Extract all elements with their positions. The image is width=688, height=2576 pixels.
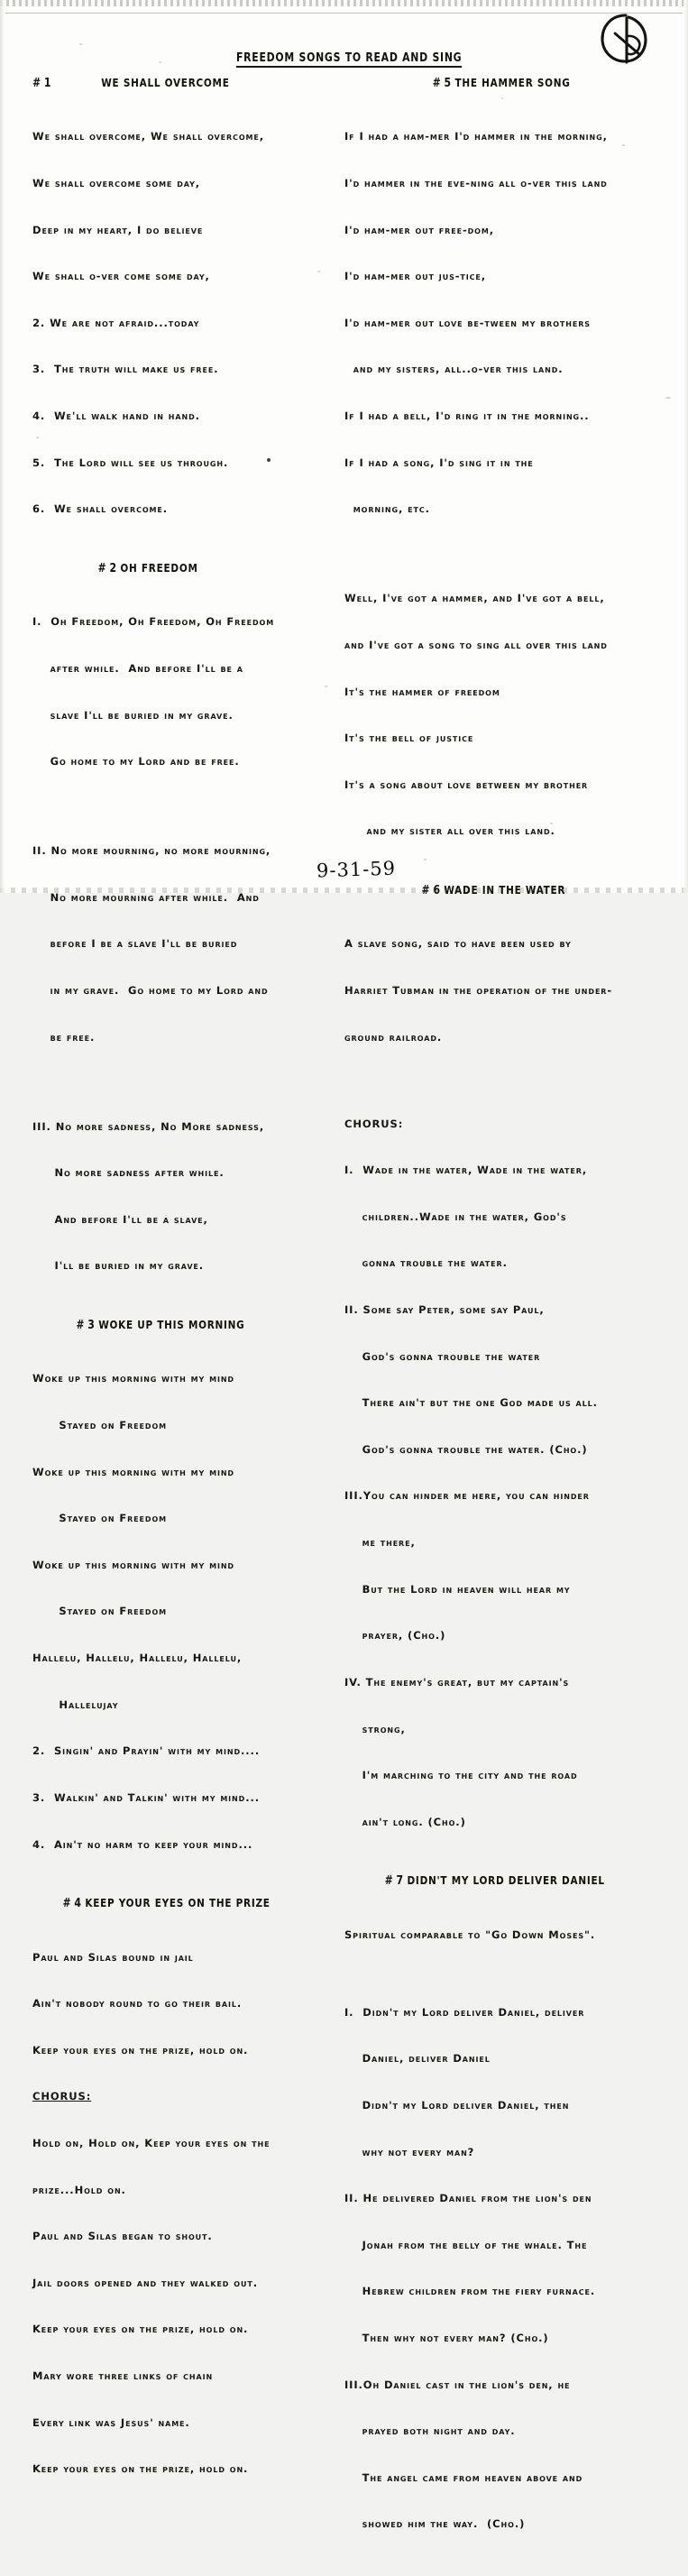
note-line: A slave song, said to have been used by [344,937,572,951]
scan-speck [424,859,427,860]
right-column [344,76,669,2576]
lyric-line: And before I'll be a slave, [32,1212,208,1226]
scan-speck [267,458,271,462]
lyric-line: I. Oh Freedom, Oh Freedom, Oh Freedom [32,615,275,629]
lyric-line: Stayed on Freedom [32,1512,168,1525]
lyric-line: I'd ham-mer out love be-tween my brothers [344,316,591,329]
lyric-line: If I had a song, I'd sing it in the [344,455,534,469]
handwritten-date: 9-31-59 [316,857,397,882]
scan-speck [159,61,161,63]
lyric-line: Then why not every man? (Cho.) [344,2332,549,2345]
song-oh-freedom [32,561,330,1305]
lyric-spacer [344,548,669,560]
lyric-line: children..Wade in the water, God's [344,1210,567,1223]
song-woke-up-this-morning [32,1318,330,1883]
song-lyrics-1 [32,98,330,548]
lyric-line: Jail doors opened and they walked out. [32,2276,258,2289]
song-title-1: WE SHALL OVERCOME [101,76,230,89]
song-lyrics-7 [344,1973,669,2563]
lyric-line: ain't long. (Cho.) [344,1815,466,1828]
lyric-line: before I be a slave I'll be buried [32,937,238,951]
lyric-line: prize...Hold on. [32,2183,126,2196]
lyric-line: 5. The Lord will see us through. [32,455,229,469]
song-title-3: WOKE UP THIS MORNING [98,1318,245,1332]
song-title-4: KEEP YOUR EYES ON THE PRIZE [85,1896,271,1910]
song-number-2: # 2 [97,561,117,575]
lyric-line: Stayed on Freedom [32,1419,168,1432]
song-heading-5 [344,76,647,90]
song-didnt-my-lord-deliver-daniel [344,1873,669,2563]
song-title-2: OH FREEDOM [120,560,198,575]
lyric-line: Woke up this morning with my mind [32,1558,234,1571]
scan-speck [501,97,503,99]
song-heading-4 [32,1896,309,1910]
lyric-line: Well, I've got a hammer, and I've got a bell, [344,592,605,605]
song-number-5: # 5 [432,77,452,90]
song-note-6 [344,906,669,1076]
lyric-line: why not every man? [344,2145,475,2158]
lyric-line: Daniel, deliver Daniel [344,2052,491,2065]
scan-edge-top [0,0,688,6]
song-lyrics-3 [32,1340,330,1883]
lyric-line: No more sadness after while. [32,1166,225,1180]
song-heading-6 [344,883,647,897]
lyric-line: Paul and Silas bound in jail [32,1950,194,1964]
lyric-line: If I had a bell, I'd ring it in the morning.. [344,409,590,423]
song-number-1: # 1 [32,77,51,90]
song-heading-2 [32,561,309,575]
lyric-line: showed him the way. (Cho.) [344,2517,526,2531]
note-line: Harriet Tubman in the operation of the under- [344,983,613,997]
lyric-line: and my sisters, all..o-ver this land. [344,363,564,376]
lyric-line: I'll be buried in my grave. [32,1259,205,1273]
lyric-spacer [32,1076,330,1088]
song-we-shall-overcome [32,76,330,548]
song-heading-7 [344,1873,647,1888]
lyric-line: Go home to my Lord and be free. [32,755,240,768]
lyric-line: after while. And before I'll be a [32,661,243,675]
lyric-line: Didn't my Lord deliver Daniel, then [344,2098,570,2111]
lyric-line: and my sister all over this land. [344,824,555,838]
song-lyrics-6 [344,1085,669,1861]
lyric-line: prayed both night and day. [344,2424,516,2438]
lyric-spacer [32,801,330,813]
song-keep-your-eyes-on-the-prize [32,1896,330,2508]
page-title: FREEDOM SONGS TO READ AND SING [236,51,462,68]
lyric-line: slave I'll be buried in my grave. [32,708,234,722]
lyric-line: 3. Walkin' and Talkin' with my mind... [32,1790,261,1804]
lyric-line: Hallelujay [32,1697,119,1711]
lyric-line: me there, [344,1536,416,1550]
lyric-line: The angel came from heaven above and [344,2470,583,2484]
lyric-line: But the Lord in heaven will hear my [344,1582,571,1596]
lyric-line: 6. We shall overcome. [32,502,169,516]
lyric-line: Hebrew children from the fiery furnace. [344,2285,596,2298]
lyric-line: II. He delivered Daniel from the lion's den [344,2192,592,2205]
scan-speck [325,685,327,687]
chorus-label: CHORUS: [344,1117,404,1130]
song-number-4: # 4 [62,1897,81,1911]
lyric-line: We shall overcome, We shall overcome, [32,130,265,143]
song-the-hammer-song [344,76,669,870]
scan-speck [36,437,39,438]
lyric-line: I'd hammer in the eve-ning all o-ver this land [344,177,608,190]
lyric-line: IV. The enemy's great, but my captain's [344,1675,570,1688]
lyric-line: There ain't but the one God made us all. [344,1396,598,1410]
scan-speck [317,271,320,272]
lyric-line: No more mourning after while. And [32,890,260,904]
song-note-7 [344,1896,669,1973]
handwritten-circled-mark [599,13,655,65]
lyric-line: 2. We are not afraid...today [32,316,200,329]
lyric-line: and I've got a song to sing all over this land [344,638,608,651]
lyric-line: I'd ham-mer out jus-tice, [344,270,487,283]
lyric-line: III.Oh Daniel cast in the lion's den, he [344,2378,571,2391]
lyric-line: 4. We'll walk hand in hand. [32,409,200,423]
lyric-line: God's gonna trouble the water [344,1349,541,1363]
lyric-line: Hold on, Hold on, Keep your eyes on the [32,2136,271,2149]
lyric-line: It's a song about love between my brother [344,777,589,791]
lyric-line: morning, etc. [344,502,430,516]
song-lyrics-2 [32,584,330,1305]
song-number-6: # 6 [421,883,441,897]
note-line: ground railroad. [344,1030,443,1044]
lyric-line: 3. The truth will make us free. [32,363,219,376]
lyric-line: Stayed on Freedom [32,1605,168,1618]
lyric-line: We shall o-ver come some day, [32,270,210,283]
lyric-line: It's the bell of justice [344,731,474,745]
note-line: Spiritual comparable to "Go Down Moses". [344,1927,596,1941]
lyric-line: strong, [344,1722,406,1735]
lyric-line: Ain't nobody round to go their bail. [32,1997,243,2010]
scan-speck [622,144,625,146]
lyric-line: Keep your eyes on the prize, hold on. [32,2043,249,2056]
song-number-3: # 3 [76,1319,95,1333]
lyric-line: I'd ham-mer out free-dom, [344,223,495,236]
lyric-line: Paul and Silas began to shout. [32,2230,213,2243]
song-lyrics-4 [32,1918,330,2508]
song-heading-1 [32,76,309,90]
lyric-line: Hallelu, Hallelu, Hallelu, Hallelu, [32,1651,243,1665]
lyric-line: It's the hammer of freedom [344,685,500,698]
lyric-line: Woke up this morning with my mind [32,1372,234,1385]
lyric-line: I'm marching to the city and the road [344,1769,578,1782]
scan-edge-right [683,0,688,893]
song-heading-3 [32,1318,309,1332]
lyric-line: Keep your eyes on the prize, hold on. [32,2462,249,2476]
lyric-line: III.You can hinder me here, you can hinder [344,1489,590,1503]
left-column [32,76,330,2521]
song-lyrics-5 [344,98,669,870]
song-wade-in-the-water [344,883,669,1861]
lyric-line: be free. [32,1030,96,1044]
lyric-line: I. Didn't my Lord deliver Daniel, deliver [344,2005,585,2019]
lyric-line: 4. Ain't no harm to keep your mind... [32,1837,253,1851]
song-number-7: # 7 [384,1874,404,1889]
lyric-line: Mary wore three links of chain [32,2369,214,2383]
lyric-line: prayer, (Cho.) [344,1629,446,1642]
lyric-line: Woke up this morning with my mind [32,1465,234,1478]
lyric-line: We shall overcome some day, [32,177,201,190]
lyric-line: III. No more sadness, No More sadness, [32,1119,265,1133]
chorus-label: CHORUS: [32,2090,92,2103]
lyric-line: I. Wade in the water, Wade in the water, [344,1164,588,1177]
page-top-rule [5,13,683,14]
scan-speck [550,823,553,824]
song-title-6: WADE IN THE WATER [444,882,566,897]
lyric-line: Every link was Jesus' name. [32,2415,190,2429]
lyric-line: If I had a ham-mer I'd hammer in the morning, [344,130,608,143]
scan-speck [79,43,82,45]
song-title-5: THE HAMMER SONG [454,76,571,89]
song-title-7: DIDN'T MY LORD DELIVER DANIEL [407,1873,605,1888]
lyric-line: Deep in my heart, I do believe [32,223,204,236]
lyric-line: II. No more mourning, no more mourning, [32,844,271,858]
scan-speck [665,397,671,399]
lyric-line: in my grave. Go home to my Lord and [32,983,269,997]
lyric-line: gonna trouble the water. [344,1256,508,1270]
lyric-line: God's gonna trouble the water. (Cho.) [344,1442,588,1456]
scan-edge-left [0,0,5,893]
lyric-line: II. Some say Peter, some say Paul, [344,1303,545,1317]
lyric-line: Jonah from the belly of the whale. The [344,2238,588,2251]
lyric-line: Keep your eyes on the prize, hold on. [32,2323,249,2336]
lyric-line: 2. Singin' and Prayin' with my mind.... [32,1744,261,1758]
